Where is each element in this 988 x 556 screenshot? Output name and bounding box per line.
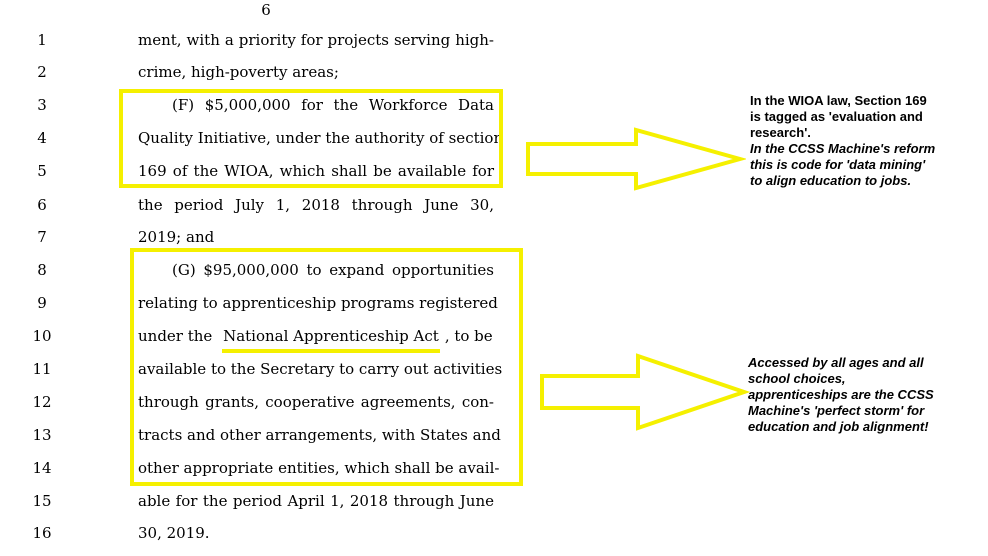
note-line: apprenticeships are the CCSS <box>748 387 934 402</box>
line-number: 14 <box>32 459 52 477</box>
note-line: this is code for 'data mining' <box>750 157 926 172</box>
note-line: to align education to jobs. <box>750 173 912 188</box>
text-line: the period July 1, 2018 through June 30, <box>138 196 494 214</box>
highlight-box-section-f <box>119 89 503 188</box>
text-line: Quality Initiative, under the authority of section <box>138 129 504 147</box>
line-number: 10 <box>32 327 52 345</box>
text-line: relating to apprenticeship programs registered <box>138 294 498 312</box>
text-segment: , to be <box>444 327 493 345</box>
highlight-underline <box>222 349 440 353</box>
text-line: 30, 2019. <box>138 524 210 542</box>
line-number: 4 <box>37 129 47 147</box>
note-line: education and job alignment! <box>748 419 929 434</box>
line-number: 8 <box>37 261 47 279</box>
line-number: 1 <box>37 31 47 49</box>
note-line: In the CCSS Machine's reform <box>750 141 936 156</box>
line-number: 12 <box>32 393 52 411</box>
text-line: (G) $95,000,000 to expand opportunities <box>172 261 494 279</box>
text-segment: under the <box>138 327 218 345</box>
text-line: tracts and other arrangements, with States and <box>138 426 501 444</box>
note-line: research'. <box>750 125 811 140</box>
text-line: 169 of the WIOA, which shall be available for <box>138 162 494 180</box>
line-number: 6 <box>37 196 47 214</box>
note-line: Machine's 'perfect storm' for <box>748 403 925 418</box>
note-line: is tagged as 'evaluation and <box>750 109 923 124</box>
note-line: Accessed by all ages and all <box>748 355 924 370</box>
text-line: crime, high-poverty areas; <box>138 63 339 81</box>
line-number: 5 <box>37 162 47 180</box>
text-line: other appropriate entities, which shall be avail- <box>138 459 500 477</box>
line-number: 3 <box>37 96 47 114</box>
text-line: through grants, cooperative agreements, con- <box>138 393 494 411</box>
note-line: school choices, <box>748 371 846 386</box>
annotation-note-wioa <box>750 93 935 189</box>
arrow-right-icon <box>538 352 750 432</box>
highlight-box-section-g <box>130 248 523 486</box>
text-line: 2019; and <box>138 228 215 246</box>
note-line: In the WIOA law, Section 169 <box>750 93 927 108</box>
arrow-right-icon <box>524 126 746 192</box>
text-line: ment, with a priority for projects serving high- <box>138 31 494 49</box>
line-number: 15 <box>32 492 52 510</box>
line-number: 7 <box>37 228 47 246</box>
text-line: able for the period April 1, 2018 through June <box>138 492 494 510</box>
text-line: available to the Secretary to carry out activities <box>138 360 503 378</box>
line-number: 2 <box>37 63 47 81</box>
line-number: 9 <box>37 294 47 312</box>
text-line: (F) $5,000,000 for the Workforce Data <box>172 96 494 114</box>
national-apprenticeship-act-link[interactable]: National Apprenticeship Act <box>223 327 439 345</box>
line-number: 13 <box>32 426 52 444</box>
annotation-note-apprenticeships <box>748 355 934 435</box>
line-number: 11 <box>32 360 52 378</box>
line-number: 16 <box>32 524 52 542</box>
page-number: 6 <box>261 1 271 19</box>
